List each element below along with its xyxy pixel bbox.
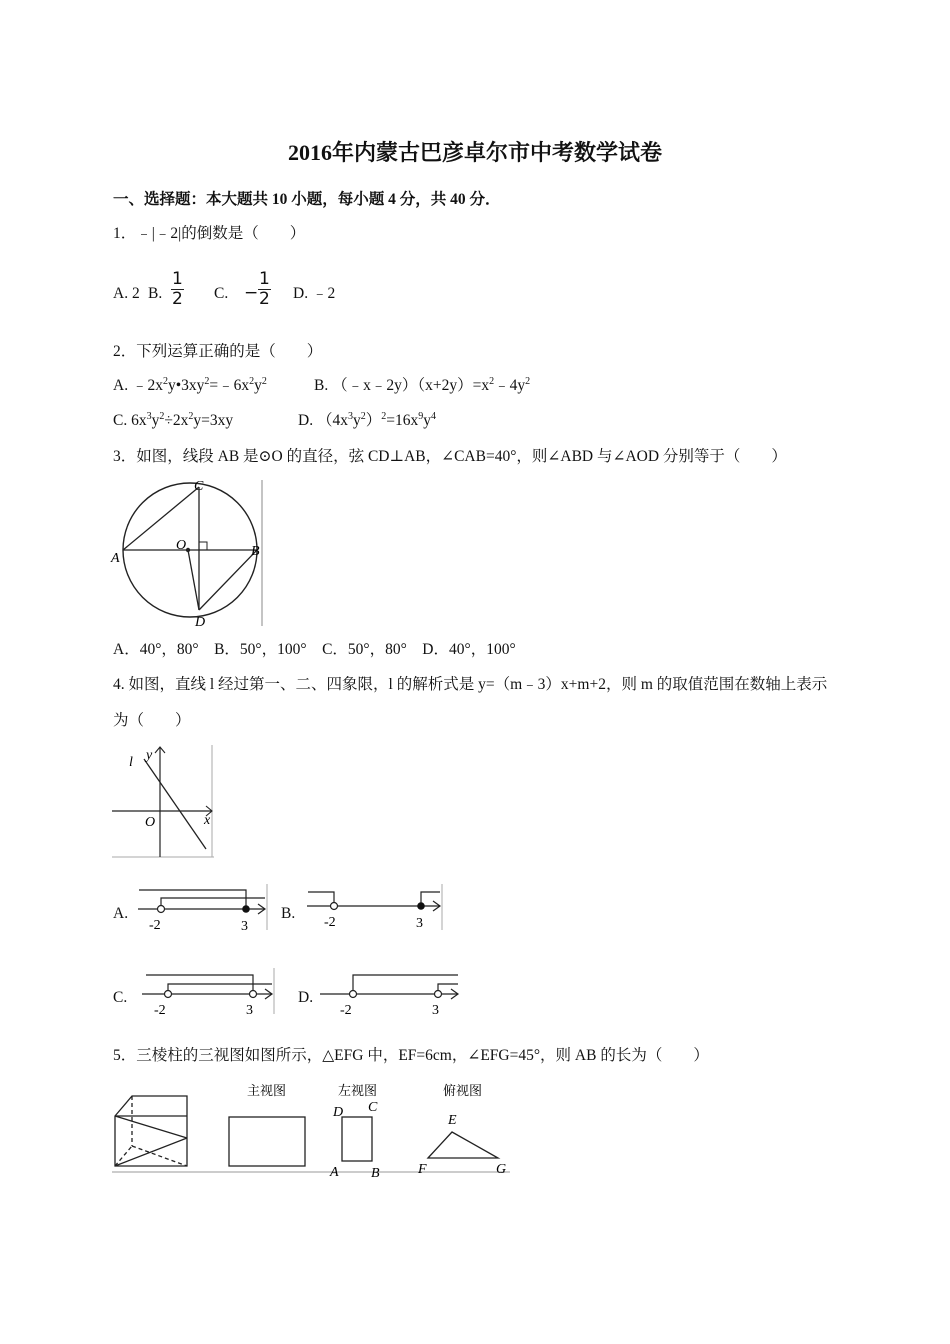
center-point xyxy=(186,548,190,552)
tick-3: 3 xyxy=(432,1003,439,1018)
tick-3: 3 xyxy=(416,916,423,931)
q1-option-a: A. 2 xyxy=(113,285,140,302)
q1-stem: 1．﹣|﹣2|的倒数是（ ） xyxy=(113,225,306,242)
q1-option-c-sign: − xyxy=(244,283,259,303)
left-view-caption: 左视图 xyxy=(338,1083,378,1098)
q4-stem-line2: 为（ ） xyxy=(113,712,191,729)
label-x: x xyxy=(204,813,211,828)
q3-circle-figure xyxy=(110,476,270,634)
right-angle-mark xyxy=(199,542,207,550)
label-d: D xyxy=(333,1105,344,1120)
q2-option-c: C. $6x^3y^2\div 2x^2y=3xy$ xyxy=(113,411,234,429)
q4-option-a-numberline xyxy=(133,884,273,934)
q2-option-d: D. $(4x^3y^2)^2=16x^9y^4$ xyxy=(298,411,436,429)
label-d: D xyxy=(195,615,206,630)
q1-option-c-label: C. xyxy=(214,285,229,302)
label-f: F xyxy=(418,1162,427,1177)
q4-option-d-label: D. xyxy=(298,989,314,1006)
label-b: B xyxy=(251,544,260,559)
q4-option-c-numberline xyxy=(140,968,280,1018)
q4-line-graph xyxy=(112,745,217,860)
q4-option-b-label: B. xyxy=(281,905,296,922)
q4-stem-line1: 4. 如图，直线 l 经过第一、二、四象限，l 的解析式是 y=（m﹣3）x+m+2，则 m 的取值范围在数轴上表示 xyxy=(113,676,828,693)
label-y: y xyxy=(146,748,153,763)
segment-bd xyxy=(199,550,257,610)
top-view-caption: 俯视图 xyxy=(443,1083,483,1098)
q4-option-b-numberline xyxy=(302,884,447,934)
segment-ac xyxy=(123,487,199,550)
tick-neg2: -2 xyxy=(340,1003,352,1018)
q2-option-a: A. $﹣2x^2y•3xy^2=﹣6x^2y^2$ xyxy=(113,376,267,394)
triangle-efg xyxy=(428,1132,498,1158)
front-view-rect xyxy=(229,1117,305,1166)
prism-drawing xyxy=(115,1096,187,1166)
q1-option-b-label: B. xyxy=(148,285,163,302)
tick-3: 3 xyxy=(241,919,248,934)
q4-option-c-label: C. xyxy=(113,989,128,1006)
tick-neg2: -2 xyxy=(149,918,161,933)
q1-option-c-fraction xyxy=(258,270,271,309)
label-g: G xyxy=(496,1162,507,1177)
label-l: l xyxy=(129,755,133,770)
q2-stem: 2．下列运算正确的是（ ） xyxy=(113,343,323,360)
section-heading: 一、选择题：本大题共 10 小题，每小题 4 分，共 40 分． xyxy=(113,191,501,208)
fraction-denominator: 2 xyxy=(172,289,183,309)
q5-stem: 5．三棱柱的三视图如图所示，△EFG 中，EF=6cm，∠EFG=45°，则 AB 的长为（ ） xyxy=(113,1047,709,1064)
label-a: A xyxy=(111,551,120,566)
tick-neg2: -2 xyxy=(324,915,336,930)
q1-option-b-fraction xyxy=(171,270,184,309)
q1-option-d: D. ﹣2 xyxy=(293,285,336,302)
label-e: E xyxy=(448,1113,457,1128)
q3-options: A．40°，80° B．50°，100° C．50°，80° D．40°，100° xyxy=(113,641,516,658)
label-c: C xyxy=(368,1100,378,1115)
label-c: C xyxy=(194,479,204,494)
exam-title: 2016年内蒙古巴彦卓尔市中考数学试卷 xyxy=(287,140,662,165)
line-l xyxy=(144,759,206,849)
left-view-rect xyxy=(342,1117,372,1161)
front-view-caption: 主视图 xyxy=(247,1083,287,1098)
label-b: B xyxy=(371,1166,380,1181)
label-origin: O xyxy=(145,815,156,830)
q4-option-a-label: A. xyxy=(113,905,129,922)
fraction-numerator: 1 xyxy=(172,269,183,289)
fraction-numerator: 1 xyxy=(259,269,270,289)
q5-three-views-figure xyxy=(112,1080,517,1180)
fraction-denominator: 2 xyxy=(259,289,270,309)
tick-3: 3 xyxy=(246,1003,253,1018)
tick-neg2: -2 xyxy=(154,1003,166,1018)
segment-od xyxy=(188,550,199,610)
q3-stem: 3．如图，线段 AB 是⊙O 的直径，弦 CD⊥AB，∠CAB=40°，则∠ABD 与∠AOD 分别等于（ ） xyxy=(113,448,787,465)
q4-option-d-numberline xyxy=(318,968,463,1018)
q2-option-b: B. $(﹣x﹣2y)(x+2y)=x^2﹣4y^2$ xyxy=(314,376,531,394)
label-o: O xyxy=(176,538,187,553)
label-a: A xyxy=(330,1165,339,1180)
